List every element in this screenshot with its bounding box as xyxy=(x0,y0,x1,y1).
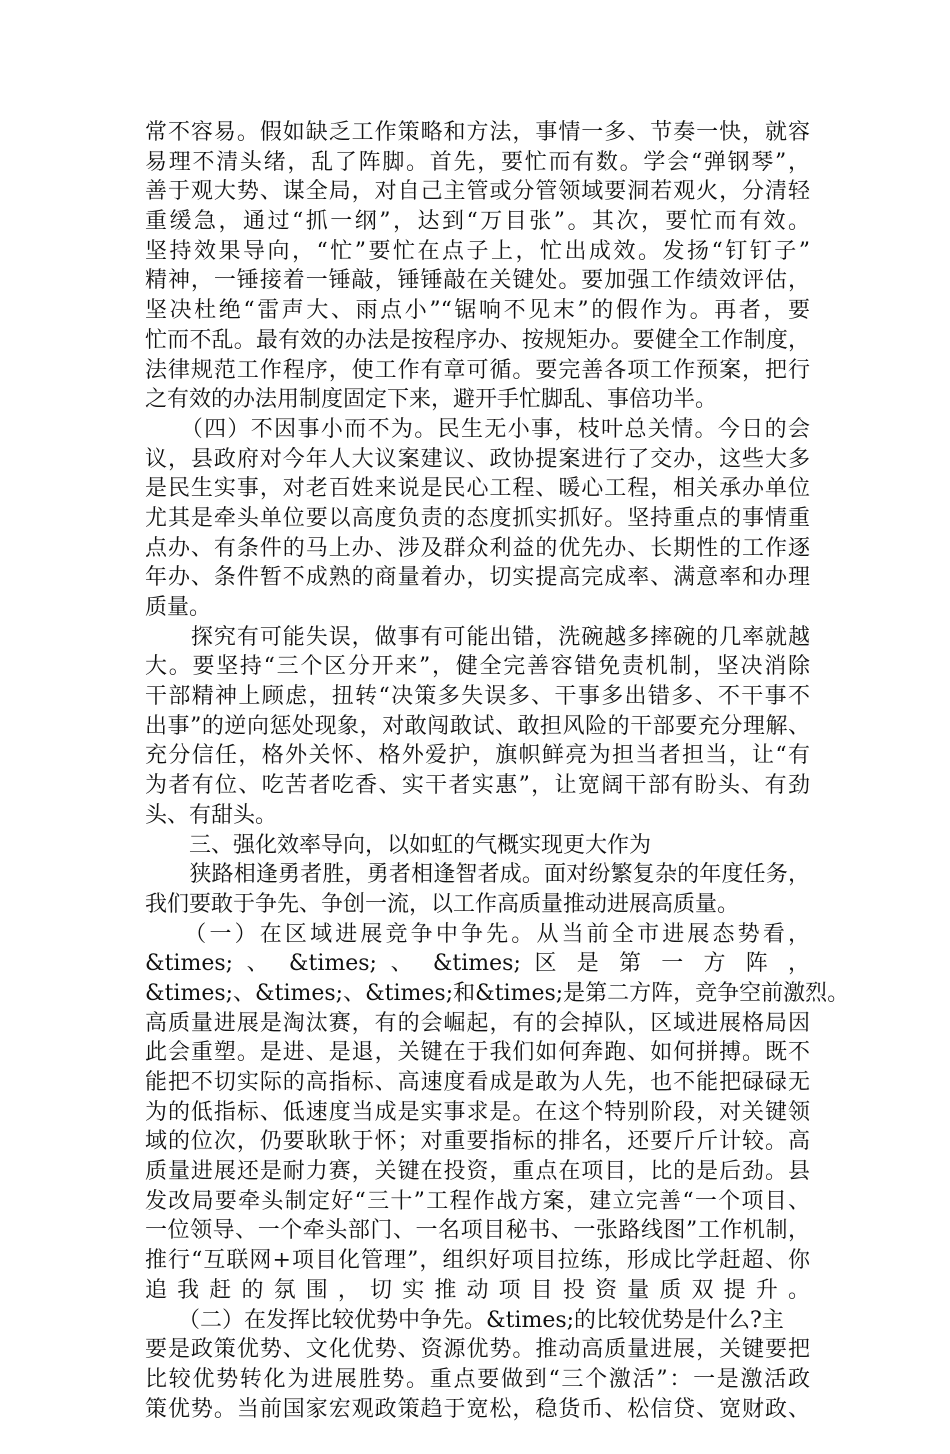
text-line: 一位领导、一个牵头部门、一名项目秘书、一张路线图”工作机制， xyxy=(145,1218,810,1244)
text-line: 要是政策优势、文化优势、资源优势。推动高质量进展，关键要把 xyxy=(145,1337,810,1363)
text-line: 常不容易。假如缺乏工作策略和方法，事情一多、节奏一快，就容 xyxy=(145,120,810,145)
text-line: 为者有位、吃苦者吃香、实干者实惠”，让宽阔干部有盼头、有劲 xyxy=(145,773,810,799)
text-line: 域的位次，仍要耿耿于怀；对重要指标的排名，还要斤斤计较。高 xyxy=(145,1129,810,1155)
text-line: 坚决杜绝“雷声大、雨点小”“锯响不见末”的假作为。再者，要 xyxy=(145,298,810,324)
text-line: &times;、&times;、&times;和&times;是第二方阵，竞争空前激烈。 xyxy=(145,980,850,1006)
text-line: 出事”的逆向惩处现象，对敢闯敢试、敢担风险的干部要充分理解、 xyxy=(145,713,810,739)
text-line: 坚持效果导向，“忙”要忙在点子上，忙出成效。发扬“钉钉子” xyxy=(145,238,810,264)
text-line: 易理不清头绪，乱了阵脚。首先，要忙而有数。学会“弹钢琴”， xyxy=(145,149,810,175)
paragraph-end-line: 之有效的办法用制度固定下来，避开手忙脚乱、事倍功半。 xyxy=(145,387,718,413)
paragraph-end-line: 质量。 xyxy=(145,595,212,620)
text-line: 年办、条件暂不成熟的商量着办，切实提高完成率、满意率和办理 xyxy=(145,565,810,591)
section-heading: 三、强化效率导向，以如虹的气概实现更大作为 xyxy=(145,832,652,858)
paragraph-end-line: 头、有甜头。 xyxy=(145,802,278,828)
text-line: 充分信任，格外关怀、格外爱护，旗帜鲜亮为担当者担当，让“有 xyxy=(145,743,810,769)
text-line: 发改局要牵头制定好“三十”工程作战方案，建立完善“一个项目、 xyxy=(145,1188,810,1214)
text-line: 法律规范工作程序，使工作有章可循。要完善各项工作预案，把行 xyxy=(145,357,810,383)
text-line: （四）不因事小而不为。民生无小事，枝叶总关情。今日的会 xyxy=(145,416,810,442)
text-line: 精神，一锤接着一锤敲，锤锤敲在关键处。要加强工作绩效评估， xyxy=(145,268,810,294)
paragraph-end-line: 我们要敢于争先、争创一流，以工作高质量推动进展高质量。 xyxy=(145,891,740,917)
text-line: 追我赶的氛围，切实推动项目投资量质双提升。 xyxy=(145,1277,810,1303)
text-line: 狭路相逢勇者胜，勇者相逢智者成。面对纷繁复杂的年度任务， xyxy=(145,862,810,888)
text-line: 质量进展还是耐力赛，关键在投资，重点在项目，比的是后劲。县 xyxy=(145,1159,810,1185)
text-line: 是民生实事，对老百姓来说是民心工程、暖心工程，相关承办单位 xyxy=(145,476,810,502)
text-line: 干部精神上顾虑，扭转“决策多失误多、干事多出错多、不干事不 xyxy=(145,684,810,710)
text-line: 推行“互联网+项目化管理”，组织好项目拉练，形成比学赶超、你 xyxy=(145,1248,810,1274)
text-line: 能把不切实际的高指标、高速度看成是敢为人先，也不能把碌碌无 xyxy=(145,1070,810,1095)
document-page xyxy=(145,118,850,1454)
text-line: 比较优势转化为进展胜势。重点要做到“三个激活”：一是激活政 xyxy=(145,1366,810,1392)
text-line: 策优势。当前国家宏观政策趋于宽松，稳货币、松信贷、宽财政、 xyxy=(145,1396,810,1422)
text-line: 高质量进展是淘汰赛，有的会崛起，有的会掉队，区域进展格局因 xyxy=(145,1010,810,1036)
text-line: 善于观大势、谋全局，对自己主管或分管领域要洞若观火，分清轻 xyxy=(145,179,810,205)
text-line: 探究有可能失误，做事有可能出错，洗碗越多摔碗的几率就越 xyxy=(145,624,810,650)
text-line: 此会重塑。是进、是退，关键在于我们如何奔跑、如何拼搏。既不 xyxy=(145,1040,810,1066)
text-line: 忙而不乱。最有效的办法是按程序办、按规矩办。要健全工作制度， xyxy=(145,327,810,353)
text-line: &times; 、 &times; 、 &times; 区 是 第 一 方 阵 ， xyxy=(145,951,810,977)
paragraph-end-line: （二）在发挥比较优势中争先。&times;的比较优势是什么?主 xyxy=(145,1307,784,1333)
text-line: 为的低指标、低速度当成是实事求是。在这个特别阶段，对关键领 xyxy=(145,1099,810,1125)
text-line xyxy=(145,1424,810,1454)
text-line: （一）在区域进展竞争中争先。从当前全市进展态势看， xyxy=(145,921,810,947)
text-line: 重缓急，通过“抓一纲”，达到“万目张”。其次，要忙而有效。 xyxy=(145,209,810,235)
text-line: 尤其是牵头单位要以高度负责的态度抓实抓好。坚持重点的事情重 xyxy=(145,505,810,531)
text-line: 议，县政府对今年人大议案建议、政协提案进行了交办，这些大多 xyxy=(145,446,810,472)
text-line: 大。要坚持“三个区分开来”，健全完善容错免责机制，坚决消除 xyxy=(145,654,810,680)
text-line: 点办、有条件的马上办、涉及群众利益的优先办、长期性的工作逐 xyxy=(145,535,810,561)
